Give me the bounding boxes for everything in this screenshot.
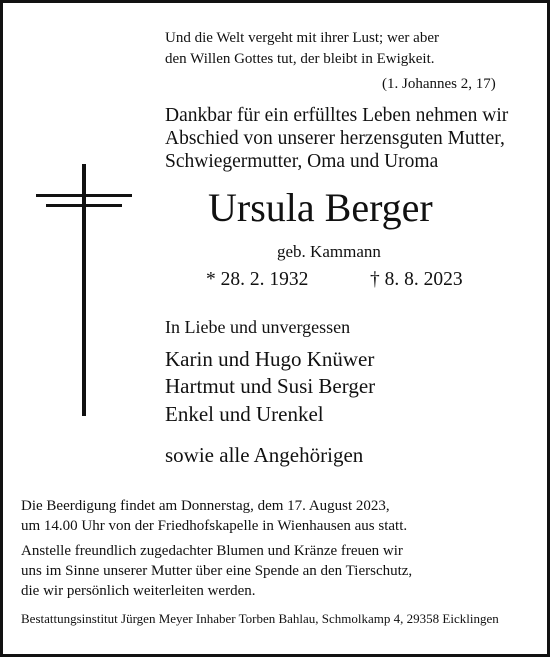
family-line-2: Hartmut und Susi Berger: [165, 374, 376, 398]
verse-line-1: Und die Welt vergeht mit ihrer Lust; wer aber: [165, 30, 439, 46]
intro-line-1: Dankbar für ein erfülltes Leben nehmen wir: [165, 105, 509, 126]
funeral-home-footer: Bestattungsinstitut Jürgen Meyer Inhaber Torben Bahlau, Schmolkamp 4, 29358 Eicklingen: [21, 611, 499, 626]
verse-line-2: den Willen Gottes tut, der bleibt in Ewigkeit.: [165, 51, 435, 67]
verse-reference: (1. Johannes 2, 17): [382, 76, 496, 92]
family-line-3: Enkel und Urenkel: [165, 402, 324, 426]
cross-icon: [36, 164, 132, 416]
deceased-name: Ursula Berger: [208, 185, 433, 230]
notice-line-5: die wir persönlich weiterleiten werden.: [21, 583, 256, 599]
family-line-1: Karin und Hugo Knüwer: [165, 347, 375, 371]
notice-line-4: uns im Sinne unserer Mutter über eine Spende an den Tierschutz,: [21, 563, 413, 579]
birth-date: * 28. 2. 1932: [206, 269, 309, 290]
notice-line-3: Anstelle freundlich zugedachter Blumen und Kränze freuen wir: [21, 543, 403, 559]
notice-line-1: Die Beerdigung findet am Donnerstag, dem 17. August 2023,: [21, 498, 390, 514]
notice-line-2: um 14.00 Uhr von der Friedhofskapelle in Wienhausen aus statt.: [21, 518, 408, 534]
memory-heading: In Liebe und unvergessen: [165, 317, 351, 337]
death-date: † 8. 8. 2023: [370, 269, 463, 290]
relatives-line: sowie alle Angehörigen: [165, 443, 364, 467]
intro-line-2: Abschied von unserer herzensguten Mutter,: [165, 128, 505, 149]
maiden-name: geb. Kammann: [277, 242, 381, 261]
intro-line-3: Schwiegermutter, Oma und Uroma: [165, 151, 439, 172]
